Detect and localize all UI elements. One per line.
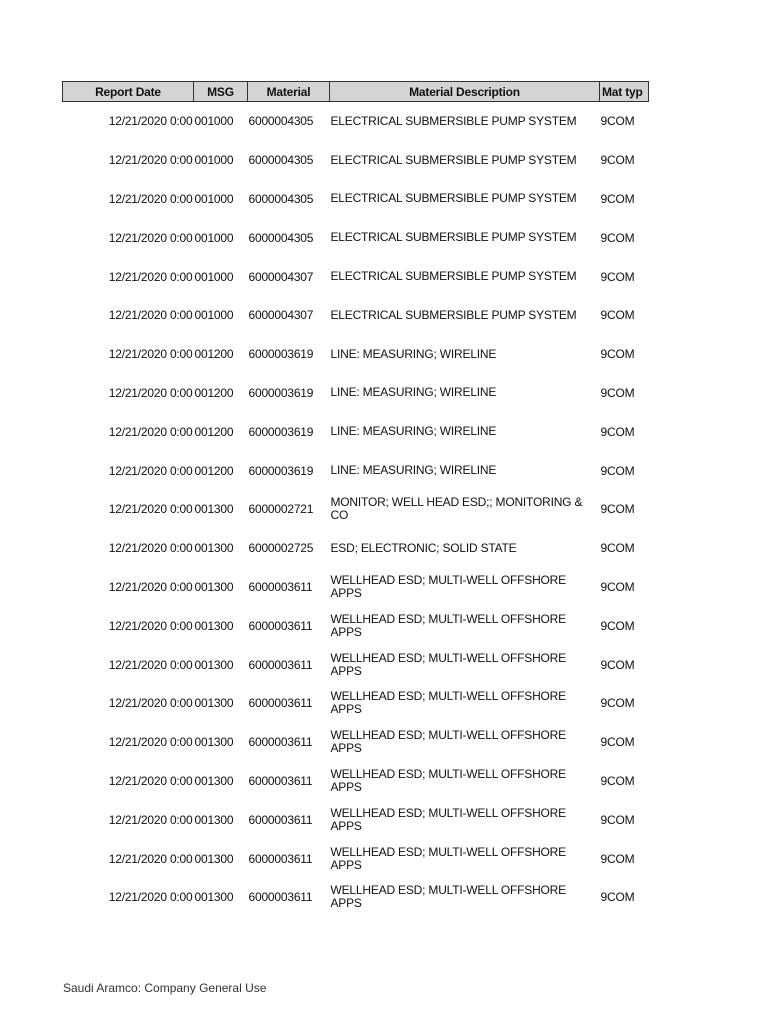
- material-description-cell: ELECTRICAL SUBMERSIBLE PUMP SYSTEM: [330, 191, 577, 206]
- table-row: [63, 257, 649, 296]
- report-date-cell: 12/21/2020 0:00: [108, 502, 193, 517]
- mat-type-cell: 9COM: [600, 463, 635, 478]
- table-row: [63, 141, 649, 180]
- msg-cell: 001000: [194, 191, 234, 206]
- report-date-cell: 12/21/2020 0:00: [108, 618, 193, 633]
- msg-cell: 001300: [194, 735, 234, 750]
- msg-cell: 001000: [194, 269, 234, 284]
- mat-type-cell: 9COM: [600, 541, 635, 556]
- header-material: Material: [248, 82, 330, 102]
- report-date-cell: 12/21/2020 0:00: [108, 773, 193, 788]
- table-row: [63, 451, 649, 490]
- mat-type-cell: 9COM: [600, 230, 635, 245]
- material-cell: 6000002725: [248, 541, 314, 556]
- table-row: [63, 335, 649, 374]
- msg-cell: 001300: [194, 579, 234, 594]
- report-date-cell: 12/21/2020 0:00: [108, 424, 193, 439]
- table-row: [63, 218, 649, 257]
- material-cell: 6000004307: [248, 269, 314, 284]
- material-description-cell: WELLHEAD ESD; MULTI-WELL OFFSHORE APPS: [330, 766, 566, 794]
- msg-cell: 001200: [194, 463, 234, 478]
- material-description-cell: WELLHEAD ESD; MULTI-WELL OFFSHORE APPS: [330, 805, 566, 833]
- material-cell: 6000003619: [248, 347, 314, 362]
- table-row: [63, 180, 649, 219]
- mat-type-cell: 9COM: [600, 424, 635, 439]
- material-cell: 6000003611: [248, 618, 313, 633]
- msg-cell: 001300: [194, 618, 234, 633]
- table-row: [63, 296, 649, 335]
- msg-cell: 001300: [194, 696, 234, 711]
- msg-cell: 001000: [194, 230, 234, 245]
- report-date-cell: 12/21/2020 0:00: [108, 696, 193, 711]
- report-date-cell: 12/21/2020 0:00: [108, 541, 193, 556]
- material-description-cell: ELECTRICAL SUBMERSIBLE PUMP SYSTEM: [330, 152, 577, 167]
- mat-type-cell: 9COM: [600, 618, 635, 633]
- report-date-cell: 12/21/2020 0:00: [108, 114, 193, 129]
- table-row: [63, 839, 649, 878]
- report-date-cell: 12/21/2020 0:00: [108, 191, 193, 206]
- report-date-cell: 12/21/2020 0:00: [108, 735, 193, 750]
- table-body: [63, 102, 649, 917]
- table-row: [63, 723, 649, 762]
- material-description-cell: LINE: MEASURING; WIRELINE: [330, 346, 497, 361]
- msg-cell: 001200: [194, 347, 234, 362]
- material-description-cell: ELECTRICAL SUBMERSIBLE PUMP SYSTEM: [330, 230, 577, 245]
- material-description-cell: ELECTRICAL SUBMERSIBLE PUMP SYSTEM: [330, 113, 577, 128]
- msg-cell: 001300: [194, 657, 234, 672]
- material-description-cell: WELLHEAD ESD; MULTI-WELL OFFSHORE APPS: [330, 689, 566, 717]
- report-date-cell: 12/21/2020 0:00: [108, 657, 193, 672]
- table-row: [63, 102, 649, 141]
- material-report-table: [62, 81, 649, 917]
- report-date-cell: 12/21/2020 0:00: [108, 463, 193, 478]
- material-description-cell: LINE: MEASURING; WIRELINE: [330, 385, 497, 400]
- report-date-cell: 12/21/2020 0:00: [108, 269, 193, 284]
- mat-type-cell: 9COM: [600, 579, 635, 594]
- material-cell: 6000003611: [248, 735, 313, 750]
- table-header-row: [63, 82, 649, 102]
- mat-type-cell: 9COM: [600, 114, 635, 129]
- material-description-cell: ESD; ELECTRONIC; SOLID STATE: [330, 540, 517, 555]
- table-row: [63, 374, 649, 413]
- material-description-cell: WELLHEAD ESD; MULTI-WELL OFFSHORE APPS: [330, 728, 566, 756]
- material-description-cell: WELLHEAD ESD; MULTI-WELL OFFSHORE APPS: [330, 572, 566, 600]
- material-cell: 6000004307: [248, 308, 314, 323]
- material-cell: 6000003611: [248, 851, 313, 866]
- classification-footer: Saudi Aramco: Company General Use: [63, 981, 267, 995]
- mat-type-cell: 9COM: [600, 502, 635, 517]
- corner-mark: .: [62, 30, 64, 36]
- report-date-cell: 12/21/2020 0:00: [108, 579, 193, 594]
- mat-type-cell: 9COM: [600, 890, 635, 905]
- table-row: [63, 606, 649, 645]
- msg-cell: 001300: [194, 851, 234, 866]
- msg-cell: 001200: [194, 385, 234, 400]
- mat-type-cell: 9COM: [600, 385, 635, 400]
- material-cell: 6000003619: [248, 463, 314, 478]
- table-row: [63, 684, 649, 723]
- report-date-cell: 12/21/2020 0:00: [108, 347, 193, 362]
- header-msg: MSG: [194, 82, 248, 102]
- material-cell: 6000002721: [248, 502, 314, 517]
- table-row: [63, 878, 649, 917]
- material-description-cell: WELLHEAD ESD; MULTI-WELL OFFSHORE APPS: [330, 650, 566, 678]
- report-date-cell: 12/21/2020 0:00: [108, 812, 193, 827]
- material-cell: 6000003611: [248, 812, 313, 827]
- material-cell: 6000004305: [248, 114, 314, 129]
- mat-type-cell: 9COM: [600, 308, 635, 323]
- mat-type-cell: 9COM: [600, 696, 635, 711]
- mat-type-cell: 9COM: [600, 269, 635, 284]
- mat-type-cell: 9COM: [600, 851, 635, 866]
- material-cell: 6000003611: [248, 579, 313, 594]
- mat-type-cell: 9COM: [600, 191, 635, 206]
- material-description-cell: ELECTRICAL SUBMERSIBLE PUMP SYSTEM: [330, 269, 577, 284]
- msg-cell: 001300: [194, 541, 234, 556]
- material-description-cell: WELLHEAD ESD; MULTI-WELL OFFSHORE APPS: [330, 883, 566, 911]
- material-description-cell: MONITOR; WELL HEAD ESD;; MONITORING & CO: [330, 495, 583, 523]
- material-description-cell: LINE: MEASURING; WIRELINE: [330, 463, 497, 478]
- msg-cell: 001000: [194, 308, 234, 323]
- report-date-cell: 12/21/2020 0:00: [108, 153, 193, 168]
- header-material-description: Material Description: [330, 82, 600, 102]
- mat-type-cell: 9COM: [600, 153, 635, 168]
- table-row: [63, 412, 649, 451]
- msg-cell: 001200: [194, 424, 234, 439]
- mat-type-cell: 9COM: [600, 347, 635, 362]
- material-cell: 6000004305: [248, 230, 314, 245]
- table-row: [63, 800, 649, 839]
- mat-type-cell: 9COM: [600, 773, 635, 788]
- table-row: [63, 568, 649, 607]
- msg-cell: 001300: [194, 812, 234, 827]
- table-row: [63, 762, 649, 801]
- material-cell: 6000004305: [248, 153, 314, 168]
- header-mat-type: Mat typ: [600, 82, 649, 102]
- msg-cell: 001000: [194, 153, 234, 168]
- material-description-cell: WELLHEAD ESD; MULTI-WELL OFFSHORE APPS: [330, 611, 566, 639]
- mat-type-cell: 9COM: [600, 812, 635, 827]
- material-cell: 6000003619: [248, 424, 314, 439]
- msg-cell: 001000: [194, 114, 234, 129]
- mat-type-cell: 9COM: [600, 657, 635, 672]
- mat-type-cell: 9COM: [600, 735, 635, 750]
- msg-cell: 001300: [194, 502, 234, 517]
- material-cell: 6000003611: [248, 890, 313, 905]
- material-description-cell: LINE: MEASURING; WIRELINE: [330, 424, 497, 439]
- material-cell: 6000003611: [248, 773, 313, 788]
- material-description-cell: WELLHEAD ESD; MULTI-WELL OFFSHORE APPS: [330, 844, 566, 872]
- report-date-cell: 12/21/2020 0:00: [108, 851, 193, 866]
- header-report-date: Report Date: [63, 82, 194, 102]
- material-cell: 6000003619: [248, 385, 314, 400]
- table-row: [63, 645, 649, 684]
- material-cell: 6000003611: [248, 696, 313, 711]
- report-date-cell: 12/21/2020 0:00: [108, 230, 193, 245]
- report-date-cell: 12/21/2020 0:00: [108, 308, 193, 323]
- material-description-cell: ELECTRICAL SUBMERSIBLE PUMP SYSTEM: [330, 307, 577, 322]
- msg-cell: 001300: [194, 890, 234, 905]
- material-cell: 6000003611: [248, 657, 313, 672]
- report-date-cell: 12/21/2020 0:00: [108, 385, 193, 400]
- table-row: [63, 529, 649, 568]
- table-row: [63, 490, 649, 529]
- material-cell: 6000004305: [248, 191, 314, 206]
- report-date-cell: 12/21/2020 0:00: [108, 890, 193, 905]
- msg-cell: 001300: [194, 773, 234, 788]
